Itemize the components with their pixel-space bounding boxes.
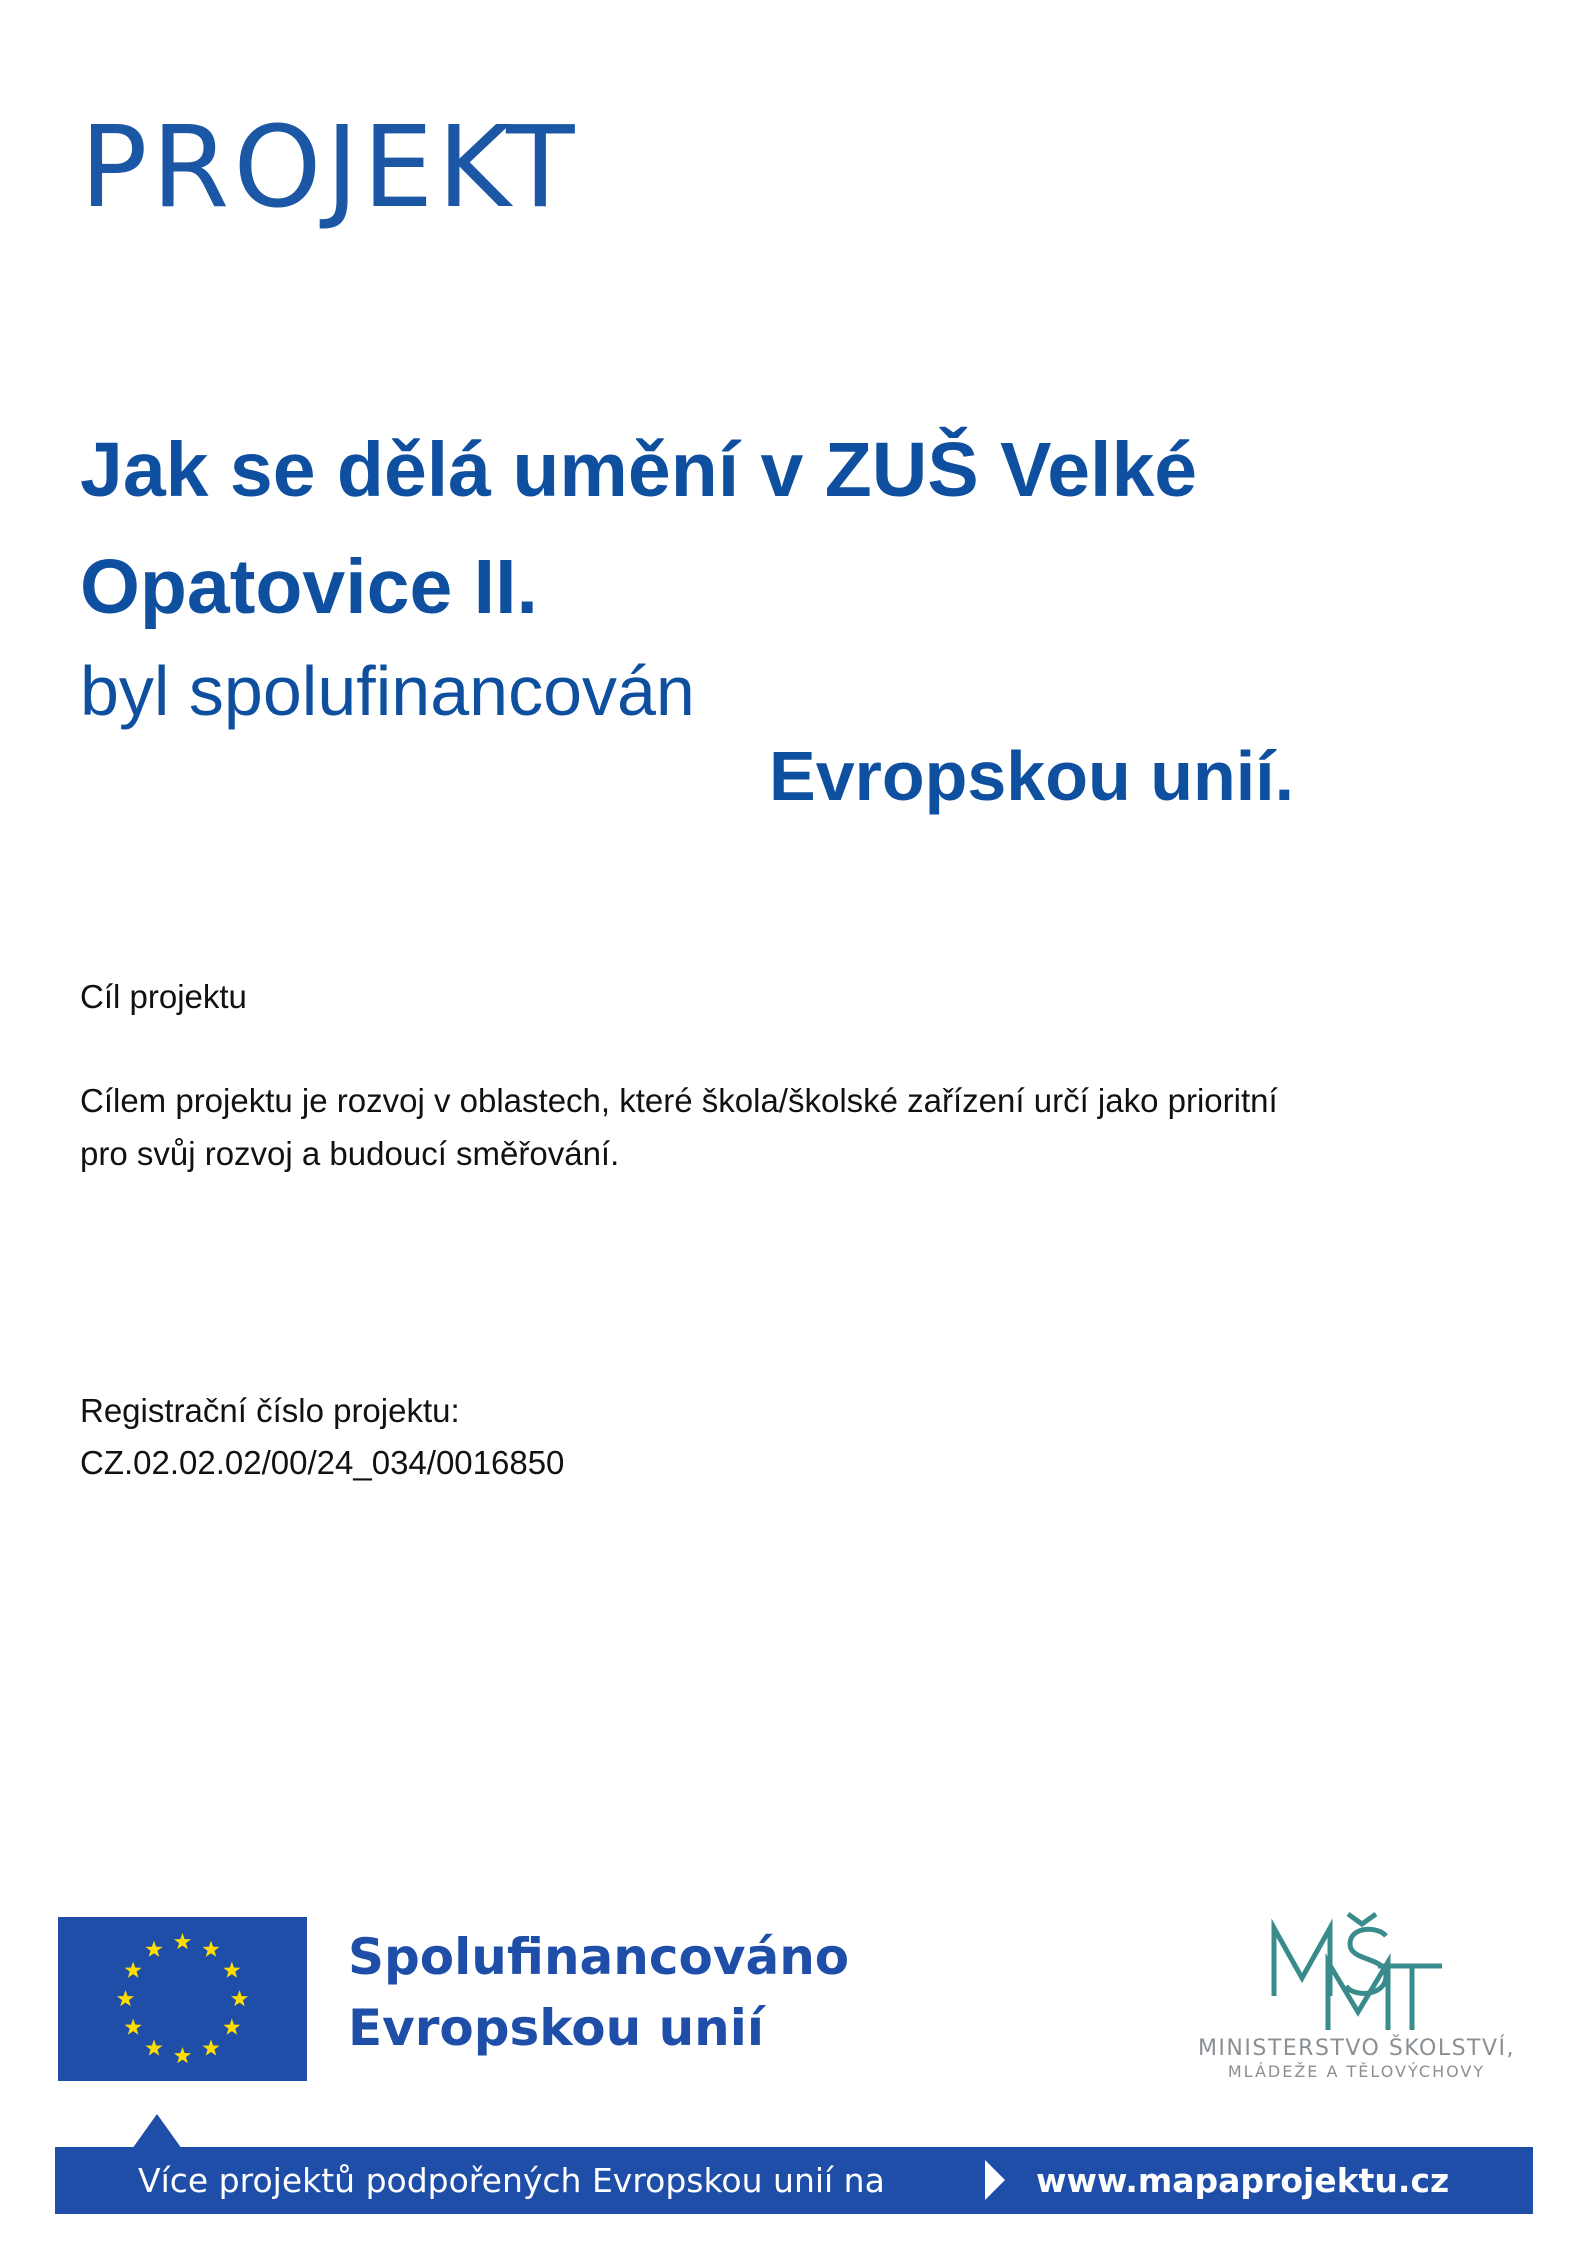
eu-text: Evropskou unií. xyxy=(769,737,1295,815)
eu-logo-text-line1: Spolufinancováno xyxy=(348,1928,850,1986)
footer-url-link[interactable]: www.mapaprojektu.cz xyxy=(1036,2161,1450,2200)
goal-text-line2: pro svůj rozvoj a budoucí směřování. xyxy=(80,1135,620,1172)
eu-star-icon xyxy=(174,2047,191,2063)
eu-star-icon xyxy=(202,2039,219,2055)
eu-star-icon xyxy=(223,2019,240,2035)
header-label: PROJEKT xyxy=(80,103,579,233)
goal-heading: Cíl projektu xyxy=(80,978,247,1015)
eu-star-icon xyxy=(231,1990,248,2006)
registration-label: Registrační číslo projektu: xyxy=(80,1392,460,1429)
eu-star-icon xyxy=(145,2039,162,2055)
msmt-logo-icon xyxy=(1266,1908,1446,2033)
project-title-line1: Jak se dělá umění v ZUŠ Velké xyxy=(80,427,1198,513)
project-title-line2: Opatovice II. xyxy=(80,544,538,630)
cofinanced-text: byl spolufinancován xyxy=(80,652,695,730)
eu-flag-icon xyxy=(58,1917,307,2081)
arrow-right-icon xyxy=(985,2160,1005,2200)
eu-star-icon xyxy=(125,1962,142,1978)
goal-text-line1: Cílem projektu je rozvoj v oblastech, které škola/školské zařízení určí jako prioritní xyxy=(80,1082,1278,1119)
eu-star-icon xyxy=(145,1941,162,1957)
eu-logo-text-line2: Evropskou unií xyxy=(348,1999,765,2057)
eu-star-icon xyxy=(223,1962,240,1978)
msmt-name-line2: MLÁDEŽE A TĚLOVÝCHOVY xyxy=(1227,2062,1486,2081)
eu-star-icon xyxy=(174,1933,191,1949)
msmt-name-line1: MINISTERSTVO ŠKOLSTVÍ, xyxy=(1197,2036,1516,2061)
registration-number: CZ.02.02.02/00/24_034/0016850 xyxy=(80,1444,565,1481)
eu-star-icon xyxy=(125,2019,142,2035)
footer-notch xyxy=(132,2114,182,2149)
eu-star-icon xyxy=(117,1990,134,2006)
eu-star-icon xyxy=(202,1941,219,1957)
footer-text: Více projektů podpořených Evropskou unií na xyxy=(138,2161,885,2200)
